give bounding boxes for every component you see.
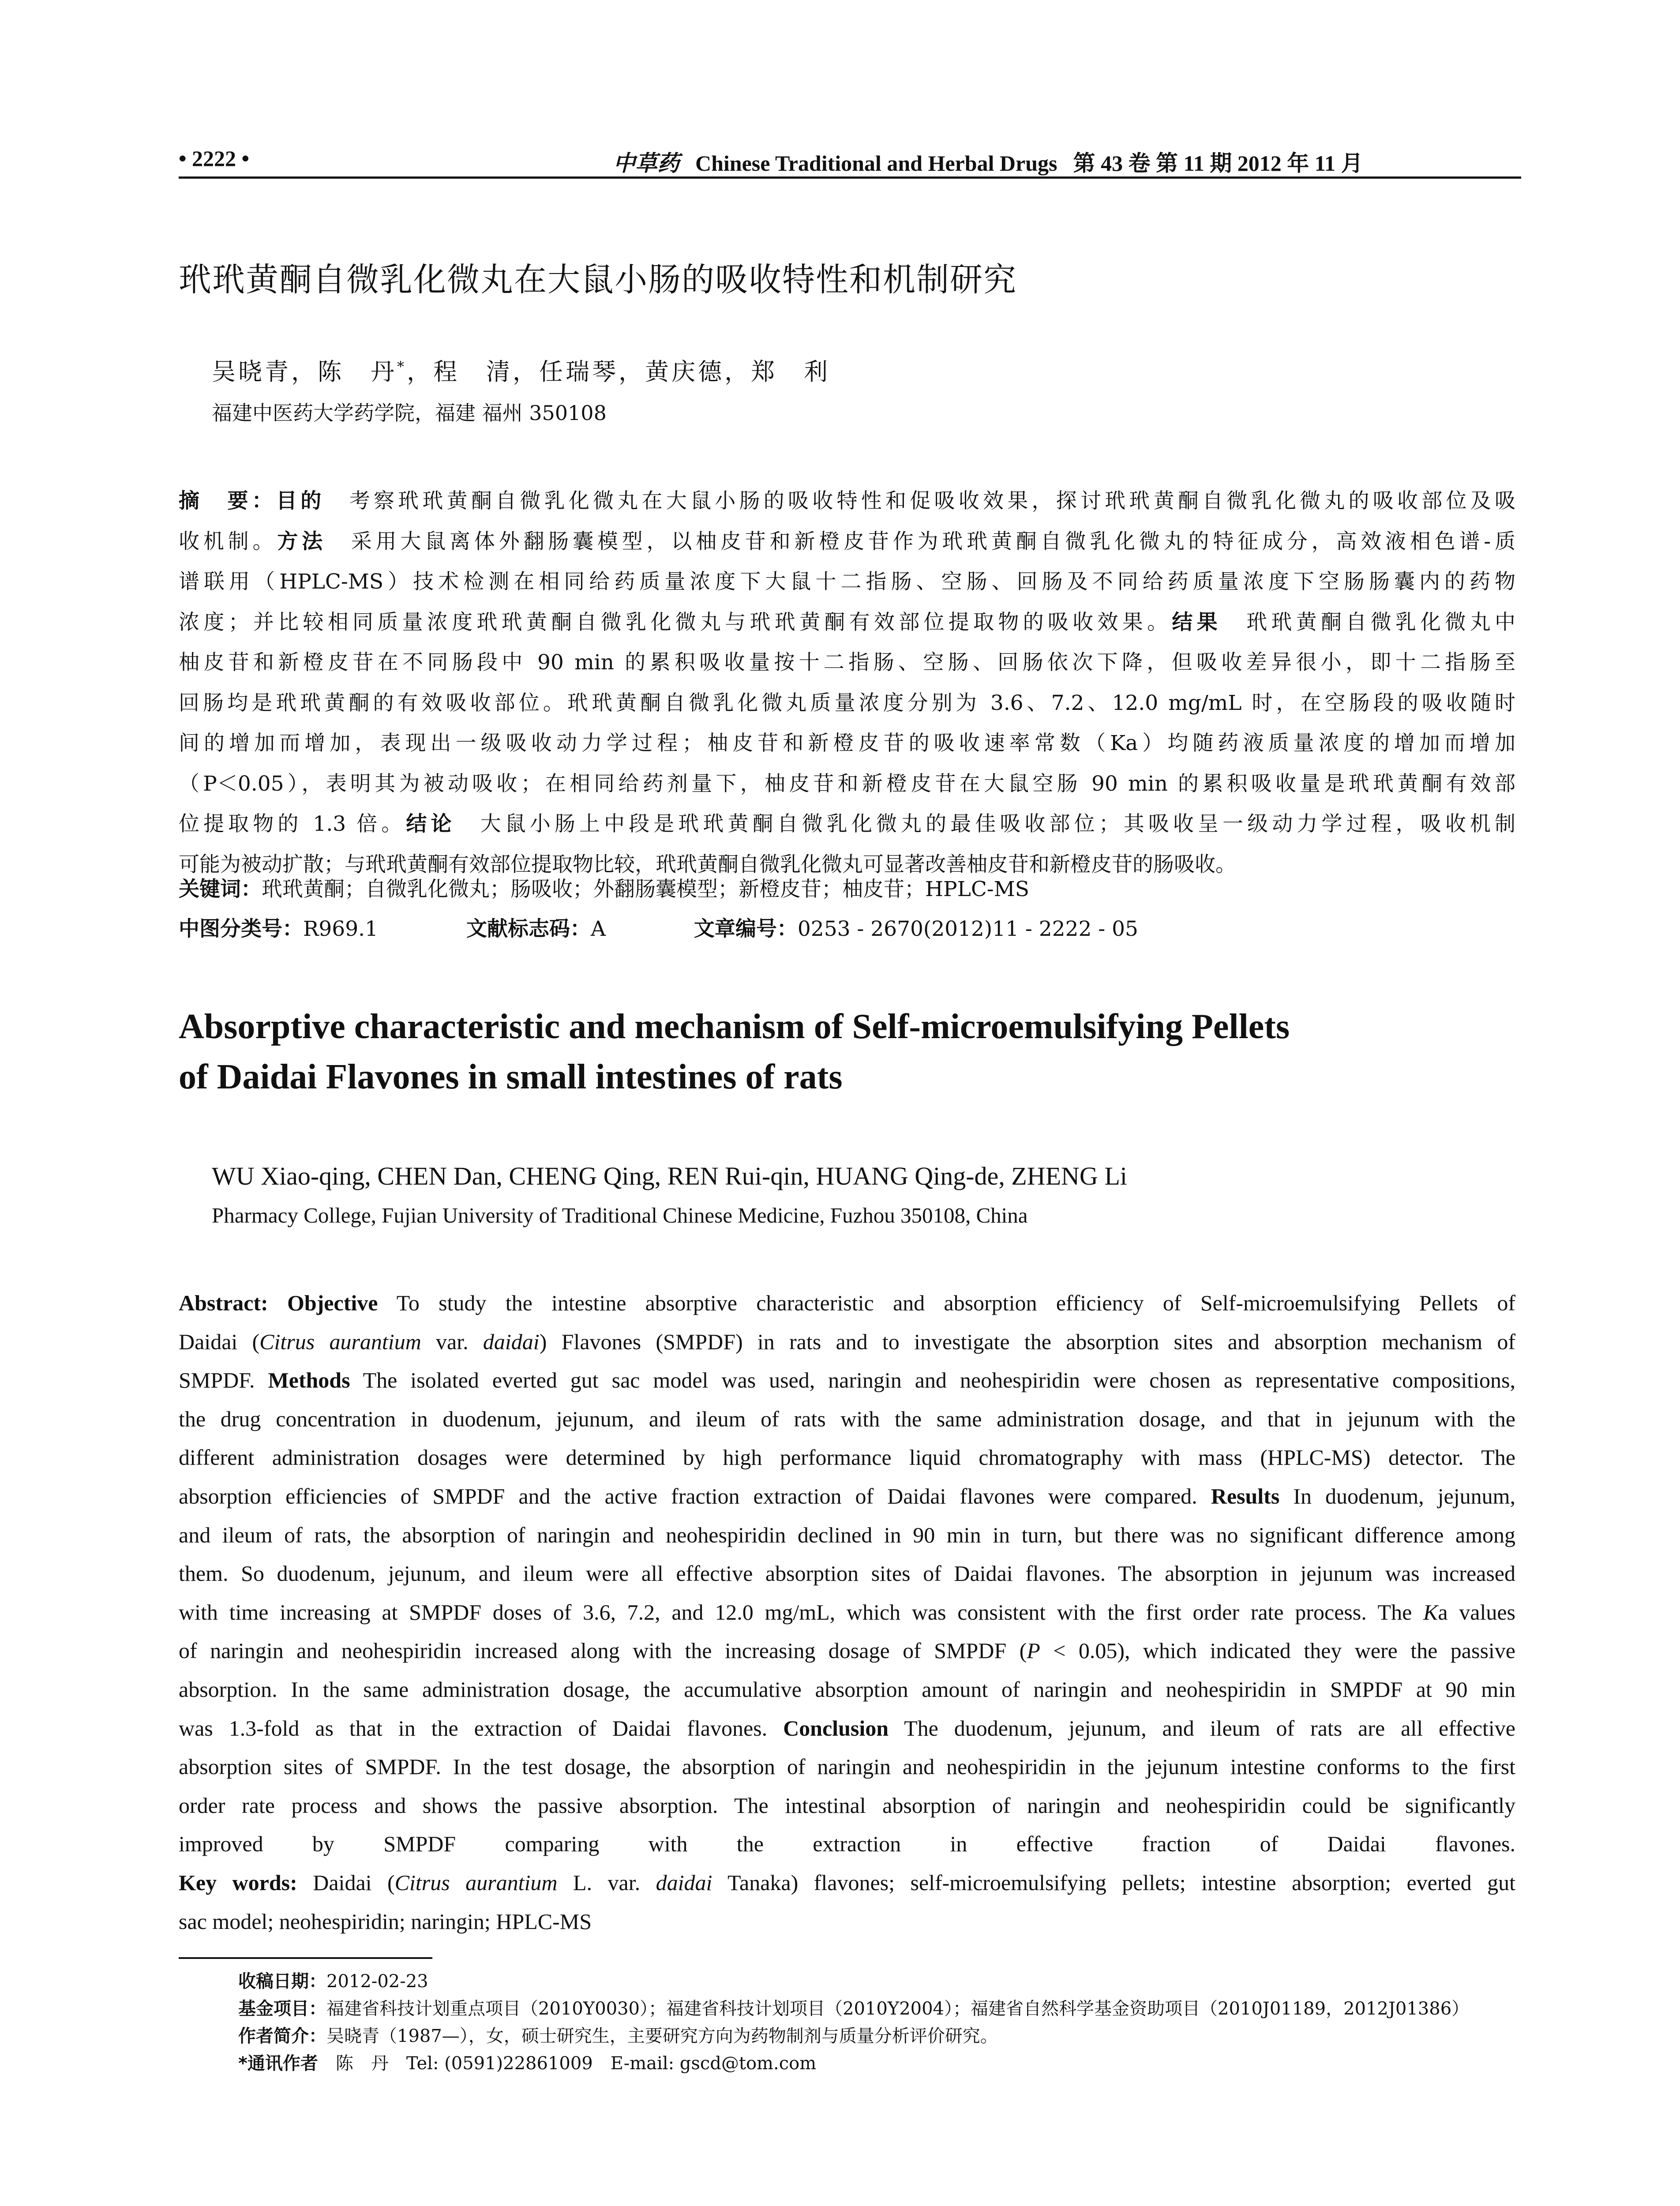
abstract-line	[179, 723, 1515, 764]
abstract-line	[179, 1284, 1515, 1323]
abstract-line	[179, 481, 1515, 521]
abstract-text: sac model; neohespiridin; naringin; HPLC-MS	[179, 1909, 592, 1934]
abstract-text: a values	[1438, 1599, 1515, 1624]
footnote	[238, 2022, 1540, 2050]
cn-affiliation: 福建中医药大学药学院，福建 福州 350108	[212, 401, 607, 425]
article-no-value: 0253 - 2670(2012)11 - 2222 - 05	[797, 917, 1138, 941]
abstract-line	[179, 764, 1515, 804]
abstract-line	[179, 1825, 1515, 1864]
footnote	[238, 1995, 1540, 2022]
footnote-rule	[179, 1957, 432, 1959]
abstract-text: 回肠均是玳玳黄酮的有效吸收部位。玳玳黄酮自微乳化微丸质量浓度分别为 3.6、7.2、12.0 mg/mL 时，在空肠段的吸收随时	[179, 690, 1515, 715]
abstract-text: 位提取物的 1.3 倍。	[179, 812, 406, 836]
abstract-line	[179, 642, 1515, 683]
clc-number	[179, 912, 378, 942]
abstract-text: of naringin and neohespiridin increased along with the increasing dosage of SMPDF (	[179, 1638, 1027, 1663]
abstract-line	[179, 1864, 1515, 1902]
clc-label: 中图分类号：	[179, 917, 303, 941]
abstract-line	[179, 1477, 1515, 1516]
abstract-text: absorption sites of SMPDF. In the test dosage, the absorption of naringin and neohespiridin in the jejunum intestine conforms to the first	[179, 1754, 1515, 1779]
footnote-text: 福建省科技计划重点项目（2010Y0030）；福建省科技计划项目（2010Y2004）；福建省自然科学基金资助项目（2010J01189，2012J01386）	[326, 1999, 1470, 2019]
abstract-text: and ileum of rats, the absorption of naringin and neohespiridin declined in 90 min in turn, but there was no significant difference among	[179, 1522, 1515, 1547]
abstract-text: The duodenum, jejunum, and ileum of rats are all effective	[889, 1715, 1515, 1741]
doc-code-value: A	[590, 917, 606, 941]
doc-code-label: 文献标志码：	[466, 917, 591, 941]
abstract-section-label: Methods	[268, 1368, 350, 1393]
abstract-text: daidai	[483, 1329, 540, 1354]
journal-issue: 第 43 卷 第 11 期 2012 年 11 月	[1073, 151, 1363, 176]
abstract-line	[179, 562, 1515, 602]
abstract-section-label: 结果	[1172, 610, 1222, 634]
abstract-line	[179, 1554, 1515, 1593]
article-no-label: 文章编号：	[694, 917, 798, 941]
journal-line	[613, 146, 1363, 177]
abstract-line	[179, 1400, 1515, 1439]
abstract-text: the drug concentration in duodenum, jejunum, and ileum of rats with the same administration dosage, and that in jejunum with the	[179, 1406, 1515, 1431]
abstract-line	[179, 1902, 1515, 1941]
abstract-text: In duodenum, jejunum,	[1279, 1483, 1515, 1508]
abstract-text: different administration dosages were determined by high performance liquid chromatography with mass (HPLC-MS) detector. The	[179, 1445, 1515, 1470]
abstract-text: 可能为被动扩散；与玳玳黄酮有效部位提取物比较，玳玳黄酮自微乳化微丸可显著改善柚皮苷和新橙皮苷的肠吸收。	[179, 852, 1236, 877]
cn-authors-rest: ，程 清，任瑞琴，黄庆德，郑 利	[407, 358, 830, 386]
abstract-text: P	[1027, 1638, 1040, 1663]
abstract-text: L. var.	[557, 1870, 656, 1895]
abstract-line	[179, 1709, 1515, 1748]
running-header	[179, 142, 1521, 179]
abstract-section-label: Key words:	[179, 1870, 297, 1895]
footnote-label: 作者简介：	[238, 2026, 326, 2046]
cn-classification	[179, 912, 1226, 942]
abstract-text: < 0.05), which indicated they were the passive	[1040, 1638, 1515, 1663]
abstract-text: Citrus aurantium	[394, 1870, 558, 1895]
abstract-text: The isolated everted gut sac model was used, naringin and neohespiridin were chosen as representative compositions,	[350, 1368, 1515, 1393]
cn-title: 玳玳黄酮自微乳化微丸在大鼠小肠的吸收特性和机制研究	[179, 261, 1017, 299]
cn-keywords-label: 关键词：	[179, 877, 262, 901]
abstract-text: them. So duodenum, jejunum, and ileum were all effective absorption sites of Daidai flavones. The absorption in jejunum was increased	[179, 1561, 1515, 1586]
abstract-text: 柚皮苷和新橙皮苷在不同肠段中 90 min 的累积吸收量按十二指肠、空肠、回肠依次下降，但吸收差异很小，即十二指肠至	[179, 650, 1515, 675]
abstract-text: 大鼠小肠上中段是玳玳黄酮自微乳化微丸的最佳吸收部位；其吸收呈一级动力学过程，吸收机制	[455, 812, 1515, 836]
abstract-section-label: 结论	[406, 812, 456, 836]
abstract-section-label: 方法	[277, 529, 326, 554]
abstract-text: with time increasing at SMPDF doses of 3.6, 7.2, and 12.0 mg/mL, which was consistent with the first order rate process. The	[179, 1599, 1423, 1624]
abstract-text: 考察玳玳黄酮自微乳化微丸在大鼠小肠的吸收特性和促吸收效果，探讨玳玳黄酮自微乳化微丸的吸收部位及吸	[325, 489, 1515, 513]
en-authors: WU Xiao-qing, CHEN Dan, CHENG Qing, REN Rui-qin, HUANG Qing-de, ZHENG Li	[212, 1162, 1127, 1190]
abstract-line	[179, 1323, 1515, 1362]
abstract-text: var.	[421, 1329, 483, 1354]
abstract-text: absorption. In the same administration dosage, the accumulative absorption amount of naringin and neohespiridin in SMPDF at 90 min	[179, 1677, 1515, 1702]
abstract-text: （P＜0.05），表明其为被动吸收；在相同给药剂量下，柚皮苷和新橙皮苷在大鼠空肠 90 min 的累积吸收量是玳玳黄酮有效部	[179, 771, 1515, 796]
abstract-line	[179, 1632, 1515, 1670]
cn-keywords-text: 玳玳黄酮；自微乳化微丸；肠吸收；外翻肠囊模型；新橙皮苷；柚皮苷；HPLC-MS	[262, 877, 1029, 901]
footnote-text: 2012-02-23	[326, 1971, 428, 1992]
corresponding-mark: *	[397, 358, 407, 375]
abstract-line	[179, 1438, 1515, 1477]
abstract-line	[179, 521, 1515, 562]
journal-cn-logo: 中草药	[613, 150, 679, 176]
article-number	[694, 912, 1138, 942]
abstract-text: was 1.3-fold as that in the extraction of Daidai flavones.	[179, 1715, 784, 1741]
footnote-text: 陈 丹 Tel: (0591)22861009 E-mail: gscd@tom.com	[318, 2053, 817, 2074]
abstract-text: Citrus aurantium	[259, 1329, 421, 1354]
abstract-text: absorption efficiencies of SMPDF and the active fraction extraction of Daidai flavones were compared.	[179, 1483, 1211, 1508]
abstract-line	[179, 683, 1515, 724]
footnotes	[238, 1968, 1540, 2077]
abstract-text: ) Flavones (SMPDF) in rats and to investigate the absorption sites and absorption mechanism of	[539, 1329, 1515, 1354]
abstract-line	[179, 1670, 1515, 1709]
cn-authors-first: 吴晓青，陈 丹	[212, 358, 397, 386]
abstract-line	[179, 1361, 1515, 1400]
abstract-line	[179, 602, 1515, 643]
abstract-line	[179, 1786, 1515, 1825]
abstract-text: To study the intestine absorptive characteristic and absorption efficiency of Self-microemulsifying Pellets of	[378, 1291, 1515, 1315]
abstract-text: improved by SMPDF comparing with the extraction in effective fraction of Daidai flavones.	[179, 1831, 1515, 1857]
abstract-text: 玳玳黄酮自微乳化微丸中	[1221, 610, 1515, 634]
en-title	[179, 1002, 1515, 1102]
abstract-text: Daidai (	[297, 1870, 395, 1895]
abstract-text: 浓度；并比较相同质量浓度玳玳黄酮自微乳化微丸与玳玳黄酮有效部位提取物的吸收效果。	[179, 610, 1172, 634]
clc-value: R969.1	[303, 917, 378, 941]
abstract-text: SMPDF.	[179, 1368, 268, 1393]
abstract-section-label: 摘 要：目的	[179, 489, 325, 513]
abstract-text: 谱联用（HPLC-MS）技术检测在相同给药质量浓度下大鼠十二指肠、空肠、回肠及不同给药质量浓度下空肠肠囊内的药物	[179, 570, 1515, 594]
page-number: • 2222 •	[179, 146, 250, 171]
cn-keywords	[179, 873, 1029, 902]
cn-abstract	[179, 481, 1515, 885]
footnote	[238, 2050, 1540, 2077]
abstract-text: K	[1423, 1599, 1438, 1624]
abstract-text: daidai	[656, 1870, 712, 1895]
en-title-line: Absorptive characteristic and mechanism of Self-microemulsifying Pellets	[179, 1007, 1290, 1046]
footnote-text: 吴晓青（1987—），女，硕士研究生，主要研究方向为药物制剂与质量分析评价研究。	[326, 2026, 998, 2046]
en-title-line: of Daidai Flavones in small intestines of rats	[179, 1058, 843, 1096]
abstract-text: order rate process and shows the passive absorption. The intestinal absorption of naringin and neohespiridin could be significantly	[179, 1793, 1515, 1818]
abstract-text: 收机制。	[179, 529, 278, 554]
cn-authors	[212, 353, 830, 387]
abstract-section-label: Results	[1211, 1483, 1280, 1508]
footnote-label: *通讯作者	[238, 2053, 318, 2074]
abstract-line	[179, 804, 1515, 844]
abstract-text: 采用大鼠离体外翻肠囊模型，以柚皮苷和新橙皮苷作为玳玳黄酮自微乳化微丸的特征成分，高效液相色谱-质	[326, 529, 1515, 554]
abstract-text: Tanaka) flavones; self-microemulsifying pellets; intestine absorption; everted gut	[712, 1870, 1515, 1895]
abstract-section-label: Abstract: Objective	[179, 1291, 378, 1315]
abstract-line	[179, 1593, 1515, 1632]
abstract-line	[179, 1516, 1515, 1555]
abstract-section-label: Conclusion	[783, 1715, 889, 1741]
abstract-line	[179, 1748, 1515, 1786]
footnote	[238, 1968, 1540, 1995]
abstract-text: Daidai (	[179, 1329, 260, 1354]
en-affiliation: Pharmacy College, Fujian University of Traditional Chinese Medicine, Fuzhou 350108, China	[212, 1203, 1028, 1227]
footnote-label: 基金项目：	[238, 1999, 326, 2019]
journal-en-name: Chinese Traditional and Herbal Drugs	[695, 151, 1058, 176]
abstract-text: 间的增加而增加，表现出一级吸收动力学过程；柚皮苷和新橙皮苷的吸收速率常数（Ka）均随药液质量浓度的增加而增加	[179, 731, 1515, 755]
en-abstract	[179, 1284, 1515, 1941]
doc-code	[466, 912, 606, 942]
footnote-label: 收稿日期：	[238, 1971, 326, 1992]
